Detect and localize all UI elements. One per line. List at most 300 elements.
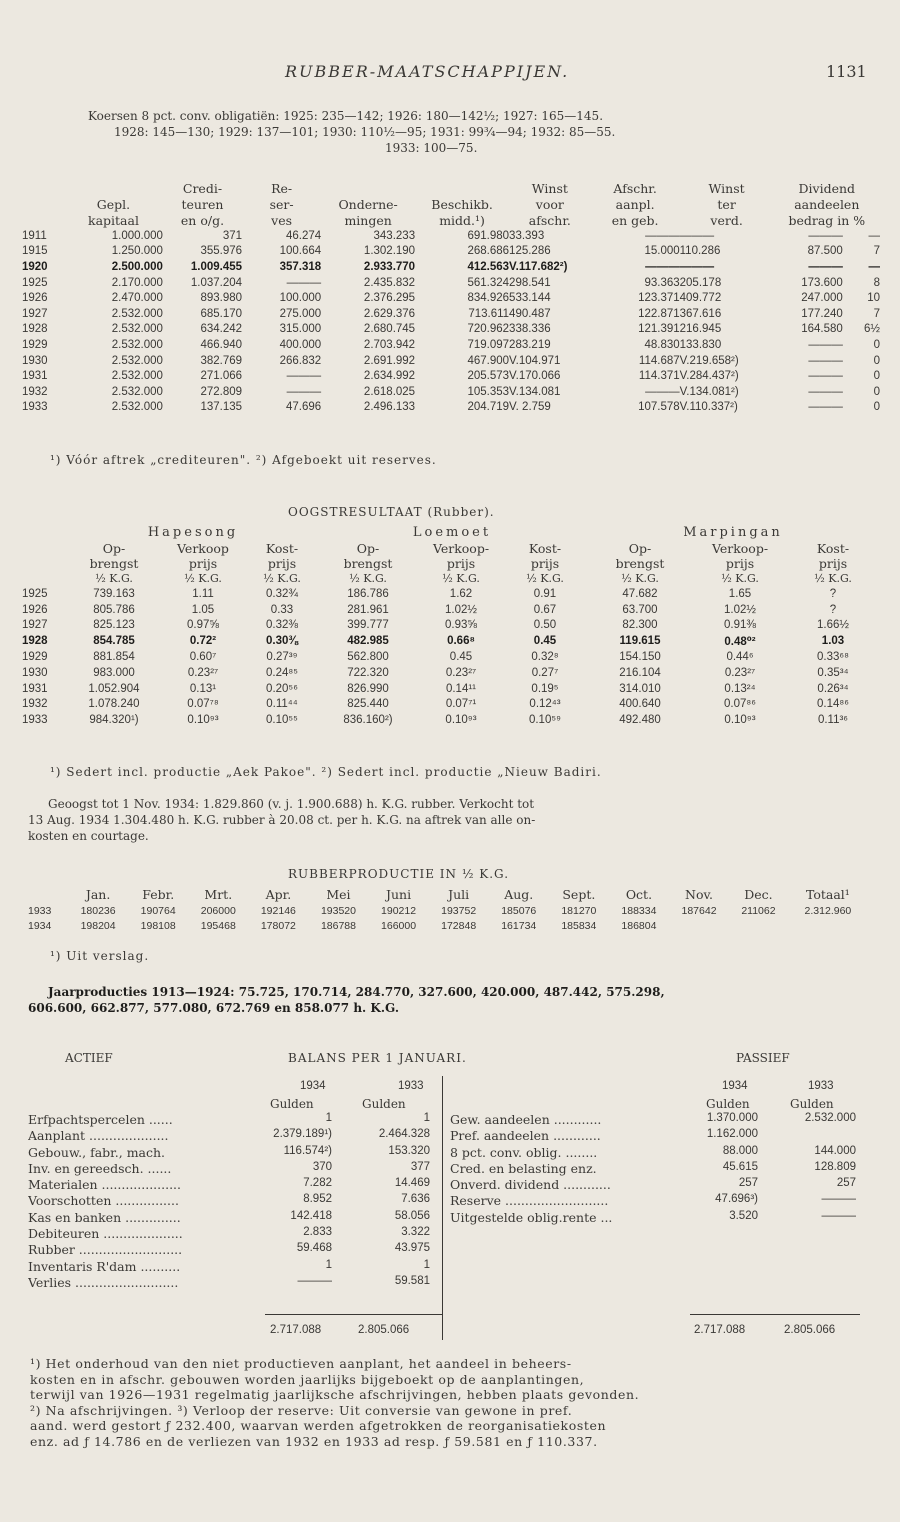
fin-year: 1931 (22, 370, 48, 383)
fin-cell: 357.318 (279, 260, 322, 273)
note-line: ²) Na afschrijvingen. ³) Verloop der reserve: Uit conversie van gewone in pref. (30, 1402, 573, 1418)
fin-cell: 107.578 (638, 401, 680, 414)
table-row (28, 903, 868, 918)
balans-value-1: 1.370.000 (706, 1112, 758, 1124)
oogst-cell: 0.91⅜ (724, 619, 756, 632)
oogst-cell: 0.23²⁷ (445, 666, 477, 679)
balans-actief-list (28, 1112, 436, 1291)
oogst-cell: 400.640 (619, 698, 661, 711)
fin-cell: 2.532.000 (111, 338, 163, 351)
fin-header-2-l3: ves (271, 212, 293, 228)
table-row (22, 259, 880, 275)
fin-cell: 1.009.455 (190, 260, 243, 273)
fin-cell: 33.393 (509, 229, 545, 242)
balans-value-1: ——— (297, 1274, 332, 1287)
fin-header-2-l2: ser- (269, 196, 294, 212)
fin-cell: 47.696 (285, 401, 322, 414)
table-row (28, 918, 868, 933)
prod-month-8: Sept. (562, 887, 596, 902)
oogst-cell: 0.66⁸ (447, 635, 475, 648)
prod-month-12: Totaal¹ (805, 887, 850, 902)
table-row (22, 665, 880, 681)
fin-cell: 2.532.000 (111, 307, 163, 320)
fin-cell: 2.500.000 (111, 260, 163, 273)
fin-year: 1911 (22, 229, 47, 242)
prod-cell: 195468 (200, 919, 236, 932)
table-row (22, 353, 880, 369)
oogst-header-sub3-0: ½ K.G. (95, 572, 133, 585)
fin-header-7-l1: Winst (708, 180, 745, 196)
bal-total-right-2: 2.805.066 (784, 1324, 836, 1336)
balans-row (450, 1210, 858, 1226)
oogst-cell: 154.150 (619, 651, 661, 664)
fin-cell: 110.286 (679, 245, 721, 258)
fin-cell: V.104.971 (509, 354, 561, 367)
oogst-cell: 0.10⁵⁵ (266, 714, 298, 727)
fin-header-8-l3: bedrag in % (788, 212, 866, 228)
balans-value-2: 59.581 (394, 1274, 430, 1287)
balans-value-1: 116.574²) (283, 1144, 332, 1157)
fin-cell: 713.611 (468, 307, 510, 320)
balans-value-1: 7.282 (303, 1177, 332, 1190)
balans-value-2: 377 (410, 1160, 430, 1173)
prod-cell: 198204 (80, 919, 116, 932)
prod-cell: 161734 (501, 919, 537, 932)
fin-cell: 87.500 (807, 245, 843, 258)
balans-item-label: Gebouw., fabr., mach. (28, 1144, 166, 1160)
oogst-cell: 482.985 (347, 635, 389, 648)
oogst-header-sub1-3: Op- (356, 541, 380, 556)
fin-cell: V.219.658²) (679, 354, 739, 367)
fin-year: 1927 (22, 307, 48, 320)
balans-value-2: 3.322 (401, 1226, 430, 1239)
prod-month-6: Juli (448, 887, 470, 902)
table-row (22, 290, 880, 306)
fin-cell: 125.286 (509, 245, 551, 258)
prod-title: RUBBERPRODUCTIE IN ½ K.G. (288, 867, 510, 881)
oogst-cell: 826.990 (347, 682, 389, 695)
fin-cell: 6½ (864, 323, 880, 336)
oogst-corner (22, 524, 68, 541)
balans-item-label: Inv. en gereedsch. ...... (28, 1160, 172, 1176)
oogst-cell: 82.300 (622, 619, 658, 632)
oogst-cell: 0.27⁷ (531, 666, 559, 679)
fin-cell: 122.871 (638, 307, 680, 320)
fin-cell: 100.664 (279, 245, 322, 258)
fin-cell: 2.634.992 (363, 370, 416, 383)
fin-cell: 634.242 (200, 323, 243, 336)
fin-cell: 1.037.204 (190, 276, 243, 289)
jaarproducties-1: Jaarproducties 1913—1924: 75.725, 170.714, 284.770, 327.600, 420.000, 487.442, 575.298, (48, 985, 665, 999)
fin-cell: ——— (808, 370, 843, 383)
oogst-cell: 0.26³⁴ (817, 682, 849, 695)
oogst-cell: 983.000 (93, 666, 135, 679)
oogst-cell: 805.786 (93, 603, 135, 616)
balans-item-label: Rubber .......................... (28, 1242, 183, 1258)
fin-cell: 2.376.295 (363, 292, 416, 305)
oogst-cell: 0.91 (533, 587, 557, 600)
passief-label: PASSIEF (736, 1051, 790, 1065)
oogst-year: 1929 (22, 651, 48, 664)
jaarproducties-2: 606.600, 662.877, 577.080, 672.769 en 858.077 h. K.G. (28, 1001, 400, 1015)
fin-cell: 2.691.992 (363, 354, 416, 367)
oogst-cell: 836.160²) (343, 714, 393, 727)
oogst-cell: 0.32⅜ (266, 619, 298, 632)
fin-cell: 490.487 (509, 307, 551, 320)
oogst-cell: 1.078.240 (88, 698, 140, 711)
balans-item-label: Uitgestelde oblig.rente ... (450, 1209, 613, 1225)
fin-cell: 2.496.133 (363, 401, 416, 414)
oogst-cell: 47.682 (622, 587, 658, 600)
oogst-header-sub2-8: prijs (818, 556, 848, 571)
balans-value-2: 2.532.000 (804, 1112, 856, 1124)
oogst-cell: 0.44⁶ (726, 651, 754, 664)
balans-value-2: 128.809 (814, 1160, 856, 1173)
balans-item-label: Reserve .......................... (450, 1193, 609, 1209)
balans-value-1: 45.615 (722, 1160, 758, 1173)
balans-value-2: 14.469 (394, 1177, 430, 1190)
fin-cell: 533.144 (509, 292, 551, 305)
oogst-cell: 562.800 (347, 651, 389, 664)
balans-value-2: 257 (836, 1177, 856, 1190)
oogst-cell: 1.05 (191, 603, 215, 616)
fin-cell: 720.962 (467, 323, 510, 336)
balans-value-2: 58.056 (394, 1209, 430, 1222)
oogst-header-sub3-5: ½ K.G. (526, 572, 564, 585)
table-row (22, 602, 880, 618)
bal-left-y1: 1934 (300, 1080, 326, 1092)
table-row (22, 633, 880, 649)
balans-row (450, 1128, 858, 1144)
fin-cell: ——— (679, 229, 715, 242)
oogst-group-0: Hapesong (147, 525, 239, 540)
bal-right-y2: 1933 (808, 1080, 834, 1092)
oogst-cell: 0.32¾ (266, 587, 298, 600)
balans-value-1: 2.379.189¹) (273, 1128, 332, 1141)
table-row (22, 368, 880, 384)
fin-cell: ——— (808, 385, 843, 398)
balans-value-1: 1.162.000 (706, 1128, 758, 1141)
oogst-cell: 0.97⅝ (187, 619, 219, 632)
fin-cell: 2.680.745 (363, 323, 416, 336)
fin-cell: 2.629.376 (363, 307, 416, 320)
oogst-year: 1932 (22, 698, 48, 711)
koersen-line-1: Koersen 8 pct. conv. obligatiën: 1925: 235—142; 1926: 180—142½; 1927: 165—145. (88, 109, 604, 123)
oogst-cell: 0.07⁷⁸ (187, 698, 219, 711)
oogst-cell: 0.19⁵ (531, 682, 559, 695)
oogst-cell: 0.07⁷¹ (445, 698, 477, 711)
balans-row (28, 1112, 436, 1128)
fin-cell: 275.000 (279, 307, 322, 320)
table-row (22, 322, 880, 338)
balans-value-2: 7.636 (401, 1193, 430, 1206)
oogst-head-year (22, 541, 68, 556)
fin-cell: 893.980 (200, 292, 243, 305)
fin-cell: 205.573 (467, 370, 510, 383)
oogst-cell: 825.440 (347, 698, 389, 711)
oogst-year: 1933 (22, 714, 48, 727)
balans-value-1: 1 (325, 1112, 332, 1124)
oogst-cell: 0.07⁸⁶ (724, 698, 756, 711)
bal-left-g2: Gulden (362, 1097, 406, 1111)
balans-row (450, 1112, 858, 1128)
prod-cell: 206000 (200, 904, 236, 917)
fin-cell: 2.532.000 (111, 385, 163, 398)
oogst-cell: 314.010 (619, 682, 661, 695)
prod-month-11: Dec. (744, 887, 773, 902)
financial-footnote: ¹) Vóór aftrek „crediteuren". ²) Afgeboekt uit reserves. (50, 453, 437, 467)
oogst-cell: 0.35³⁴ (817, 666, 849, 679)
fin-cell: 2.532.000 (111, 370, 163, 383)
fin-cell: ——— (808, 229, 843, 242)
oogst-header-sub1-2: Kost- (265, 541, 299, 556)
balans-item-label: Voorschotten ................ (28, 1193, 179, 1209)
fin-cell: 173.600 (801, 276, 843, 289)
fin-head-year (22, 180, 64, 196)
oogst-header-sub2-0: brengst (89, 556, 139, 571)
oogst-cell: 0.60⁷ (189, 651, 217, 664)
oogst-cell: 1.052.904 (88, 682, 140, 695)
oogst-cell: 1.65 (728, 587, 752, 600)
prod-cell: 211062 (741, 904, 776, 917)
fin-cell: 271.066 (200, 370, 243, 383)
fin-cell: 561.324 (467, 276, 510, 289)
fin-cell: 164.580 (801, 323, 843, 336)
fin-cell: 691.980 (467, 229, 510, 242)
table-row (22, 384, 880, 400)
fin-cell: 2.532.000 (111, 354, 163, 367)
fin-cell: 114.371 (638, 370, 680, 383)
fin-cell: 177.240 (801, 307, 843, 320)
balans-row (28, 1161, 436, 1177)
oogst-header-sub3-6: ½ K.G. (621, 572, 659, 585)
prod-cell: 190212 (381, 904, 417, 917)
fin-cell: 8 (873, 276, 880, 289)
balans-value-1: 370 (312, 1160, 332, 1173)
balans-value-2: 43.975 (394, 1242, 430, 1255)
balans-row (28, 1275, 436, 1291)
prod-cell (788, 918, 868, 933)
oogst-header-sub3-2: ½ K.G. (263, 572, 301, 585)
oogst-cell: 0.11⁴⁴ (266, 698, 298, 711)
oogst-footnote: ¹) Sedert incl. productie „Aek Pakoe". ²) Sedert incl. productie „Nieuw Badiri. (50, 765, 602, 779)
oogst-cell: 186.786 (347, 587, 389, 600)
fin-cell: 466.940 (200, 338, 243, 351)
fin-cell: ——— (645, 229, 680, 242)
fin-cell: 2.532.000 (111, 401, 163, 414)
prod-cell: 172848 (441, 919, 477, 932)
balans-item-label: Materialen .................... (28, 1177, 181, 1193)
fin-cell: V.284.437²) (679, 370, 739, 383)
fin-cell: 272.809 (200, 385, 243, 398)
fin-year: 1932 (22, 385, 48, 398)
fin-cell: 7 (873, 245, 880, 258)
oogst-header-sub1-6: Op- (628, 541, 652, 556)
balans-item-label: Debiteuren .................... (28, 1226, 183, 1242)
oogst-title: OOGSTRESULTAAT (Rubber). (288, 505, 495, 519)
oogst-cell: 0.13²⁴ (724, 682, 756, 695)
balans-value-2: ——— (821, 1193, 856, 1206)
fin-cell: 367.616 (679, 307, 722, 320)
oogst-cell: 854.785 (93, 635, 135, 648)
balans-value-1: 8.952 (303, 1193, 332, 1206)
fin-cell: 1.302.190 (363, 245, 416, 258)
oogst-cell: 0.72² (189, 635, 217, 648)
balans-item-label: 8 pct. conv. oblig. ........ (450, 1144, 598, 1160)
prod-footnote: ¹) Uit verslag. (50, 949, 150, 963)
fin-header-6-l1: Afschr. (613, 180, 657, 196)
actief-label: ACTIEF (65, 1051, 113, 1065)
table-row (22, 306, 880, 322)
fin-cell: 204.719 (467, 401, 510, 414)
fin-year: 1933 (22, 401, 48, 414)
balans-value-2: 144.000 (814, 1144, 856, 1157)
table-row (22, 712, 880, 728)
balans-row (28, 1145, 436, 1161)
prod-cell: 185834 (561, 919, 597, 932)
table-row (22, 586, 880, 602)
prod-month-5: Juni (386, 887, 412, 902)
fin-cell: ——— (808, 354, 843, 367)
bal-left-y2: 1933 (398, 1080, 424, 1092)
fin-cell: ——— (679, 260, 715, 273)
prod-month-3: Apr. (265, 887, 292, 902)
fin-cell: ——— (645, 385, 680, 398)
oogst-cell: 0.45 (449, 651, 473, 664)
fin-cell: 719.097 (467, 338, 510, 351)
fin-year: 1926 (22, 292, 48, 305)
fin-cell: 48.830 (644, 338, 680, 351)
oogst-cell: 0.10⁹³ (187, 714, 219, 727)
oogst-cell: 0.10⁵⁹ (528, 714, 562, 727)
oogst-text-2: 13 Aug. 1934 1.304.480 h. K.G. rubber à 20.08 ct. per h. K.G. na aftrek van alle on- (28, 813, 536, 827)
balans-value-2: ——— (821, 1209, 856, 1222)
oogst-cell: 0.93⅝ (445, 619, 477, 632)
balans-value-2: 2.464.328 (378, 1128, 430, 1141)
fin-header-7-l3: verd. (710, 212, 743, 228)
fin-header-1-l2: teuren (181, 196, 224, 212)
balans-row (450, 1193, 858, 1209)
oogst-year: 1928 (22, 635, 48, 648)
fin-cell: 2.703.942 (363, 338, 416, 351)
oogst-cell: ? (829, 587, 837, 600)
note-line: ¹) Het onderhoud van den niet productieven aanplant, het aandeel in beheers- (30, 1356, 572, 1371)
balans-rule-right (690, 1314, 860, 1315)
bal-right-g2: Gulden (790, 1097, 834, 1111)
table-row (22, 228, 880, 244)
prod-cell: 2.312.960 (804, 904, 852, 917)
balans-item-label: Cred. en belasting enz. (450, 1160, 597, 1176)
fin-cell: ——— (286, 370, 322, 383)
fin-header-6-l2: aanpl. (615, 196, 655, 212)
prod-year: 1933 (28, 904, 52, 917)
oogst-cell: 1.03 (821, 635, 845, 648)
balans-row (28, 1177, 436, 1193)
fin-cell: 137.135 (200, 401, 243, 414)
koersen-line-2: 1928: 145—130; 1929: 137—101; 1930: 110½—95; 1931: 99¾—94; 1932: 85—55. (114, 125, 616, 139)
oogst-cell: 0.67 (533, 603, 557, 616)
oogst-cell: 0.11³⁶ (817, 714, 849, 727)
balans-value-1: 1 (325, 1258, 332, 1271)
oogst-cell: ? (829, 603, 837, 616)
oogst-cell: 1.02½ (724, 603, 756, 616)
prod-cell: 190764 (140, 904, 176, 917)
fin-cell: V.170.066 (509, 370, 561, 383)
oogst-header-sub3-4: ½ K.G. (442, 572, 480, 585)
fin-cell: 355.976 (200, 245, 243, 258)
oogst-group-1: Loemoet (412, 525, 492, 540)
oogst-cell: 825.123 (93, 619, 135, 632)
balans-passief-list (450, 1112, 858, 1226)
fin-cell: — (868, 260, 880, 273)
balans-row (28, 1128, 436, 1144)
balans-value-1: 257 (738, 1177, 758, 1190)
bal-right-y1: 1934 (722, 1080, 748, 1092)
prod-cell: 188334 (621, 904, 657, 917)
oogst-cell: 0.48⁰² (724, 636, 756, 649)
balans-item-label: Onverd. dividend ............ (450, 1177, 611, 1193)
fin-cell: 0 (873, 370, 880, 383)
fin-cell: 283.219 (509, 338, 551, 351)
koersen-line-3: 1933: 100—75. (385, 141, 478, 155)
fin-header-6-l3: en geb. (611, 212, 659, 228)
oogst-cell: 881.854 (93, 651, 135, 664)
oogst-cell: 281.961 (347, 603, 389, 616)
fin-cell: 2.933.770 (363, 260, 416, 273)
fin-cell: V.134.081 (509, 385, 561, 398)
oogst-header-sub3-1: ½ K.G. (184, 572, 222, 585)
fin-cell: 1.000.000 (111, 229, 163, 242)
balans-notes (30, 1356, 870, 1449)
table-row (22, 697, 880, 713)
prod-cell (729, 918, 788, 933)
balans-title: BALANS PER 1 JANUARI. (288, 1051, 467, 1065)
fin-cell: 412.563 (467, 260, 510, 273)
table-row (22, 337, 880, 353)
fin-header-3-l3: mingen (344, 212, 392, 228)
oogst-table (22, 524, 880, 728)
fin-cell: 1.250.000 (111, 245, 163, 258)
oogst-cell: 1.62 (449, 587, 473, 600)
oogst-year: 1926 (22, 603, 48, 616)
fin-cell: 247.000 (801, 292, 843, 305)
balans-value-1: 142.418 (290, 1209, 332, 1222)
fin-cell: 7 (873, 307, 880, 320)
oogst-year: 1925 (22, 587, 48, 600)
oogst-cell: 0.23²⁷ (187, 666, 219, 679)
table-row (22, 244, 880, 260)
fin-cell: 268.686 (467, 245, 510, 258)
fin-cell: V.110.337²) (679, 401, 738, 414)
balans-item-label: Erfpachtspercelen ...... (28, 1112, 173, 1127)
balans-row (28, 1193, 436, 1209)
fin-cell: 315.000 (279, 323, 322, 336)
oogst-header-sub1-4: Verkoop- (432, 541, 490, 556)
table-row (22, 649, 880, 665)
prod-cell: 186804 (621, 919, 657, 932)
fin-year: 1915 (22, 245, 48, 258)
fin-cell: ——— (645, 260, 680, 273)
fin-cell: 10 (867, 292, 880, 305)
oogst-cell: 0.10⁹³ (445, 714, 477, 727)
prod-month-10: Nov. (685, 887, 714, 902)
fin-head-year (22, 212, 64, 228)
balans-item-label: Verlies .......................... (28, 1274, 179, 1290)
prod-cell: 181270 (561, 904, 597, 917)
fin-cell: 409.772 (679, 292, 722, 305)
balans-value-1: 88.000 (722, 1144, 758, 1157)
fin-header-0-l1 (64, 180, 163, 196)
